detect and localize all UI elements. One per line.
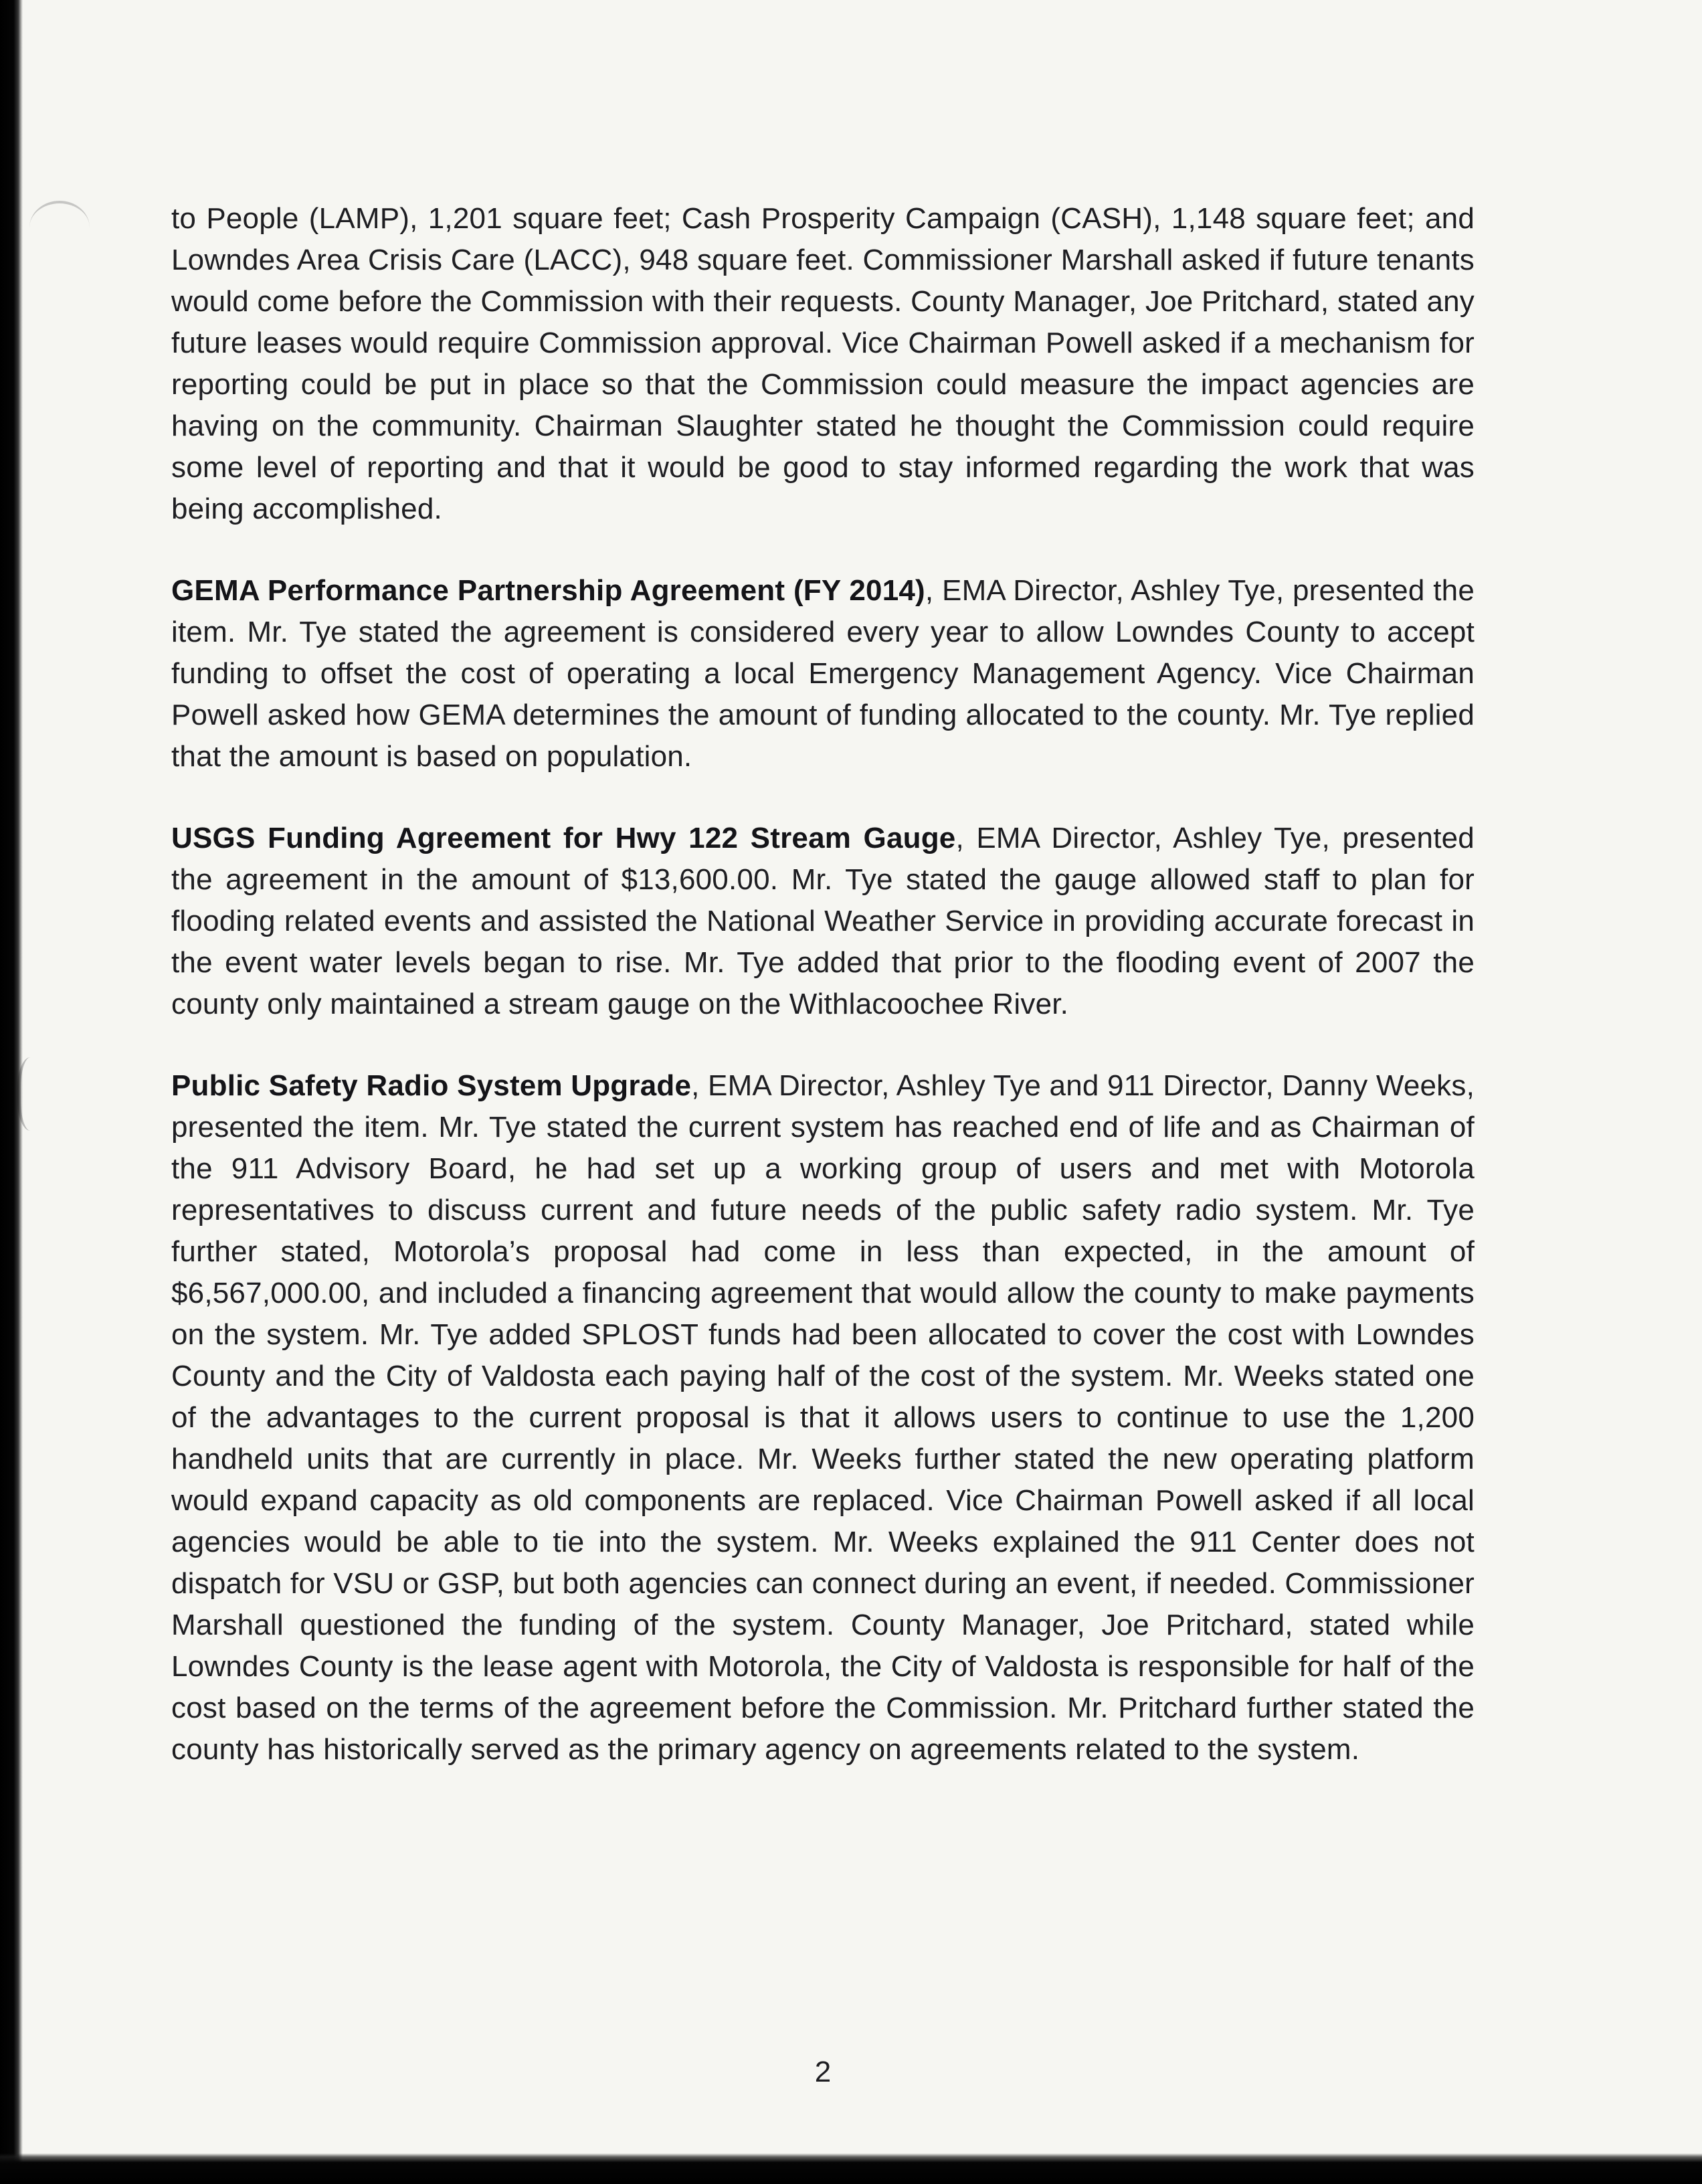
scan-edge-left	[0, 0, 23, 2184]
paragraph-heading: GEMA Performance Partnership Agreement (FY 2014)	[171, 574, 925, 607]
paragraph-usgs-agreement	[171, 818, 1475, 1025]
paragraph-body: to People (LAMP), 1,201 square feet; Cash Prosperity Campaign (CASH), 1,148 square feet; and Lowndes Area Crisis Care (LACC), 948 square feet. Commissioner Marshall asked if future tenants would come before the Commission with their requests. County Manager, Joe Pritchard, stated any future leases would require Commission approval. Vice Chairman Powell asked if a mechanism for reporting could be put in place so that the Commission could measure the impact agencies are having on the community. Chairman Slaughter stated he thought the Commission could require some level of reporting and that it would be good to stay informed regarding the work that was being accomplished.	[171, 202, 1475, 525]
paragraph-radio-system-upgrade	[171, 1065, 1475, 1770]
paragraph-continuation	[171, 198, 1475, 530]
scan-artifact-curl	[29, 201, 90, 227]
paragraph-body: , EMA Director, Ashley Tye and 911 Director, Danny Weeks, presented the item. Mr. Tye stated the current system has reached end of life and as Chairman of the 911 Advisory Board, he had set up a working group of users and met with Motorola representatives to discuss current and future needs of the public safety radio system. Mr. Tye further stated, Motorola’s proposal had come in less than expected, in the amount of $6,567,000.00, and included a financing agreement that would allow the county to make payments on the system. Mr. Tye added SPLOST funds had been allocated to cover the cost with Lowndes County and the City of Valdosta each paying half of the cost of the system. Mr. Weeks stated one of the advantages to the current proposal is that it allows users to continue to use the 1,200 handheld units that are currently in place. Mr. Weeks further stated the new operating platform would expand capacity as old components are replaced. Vice Chairman Powell asked if all local agencies would be able to tie into the system. Mr. Weeks explained the 911 Center does not dispatch for VSU or GSP, but both agencies can connect during an event, if needed. Commissioner Marshall questioned the funding of the system. County Manager, Joe Pritchard, stated while Lowndes County is the lease agent with Motorola, the City of Valdosta is responsible for half of the cost based on the terms of the agreement before the Commission. Mr. Pritchard further stated the county has historically served as the primary agency on agreements related to the system.	[171, 1069, 1475, 1766]
paragraph-body: , EMA Director, Ashley Tye, presented the item. Mr. Tye stated the agreement is considered every year to allow Lowndes County to accept funding to offset the cost of operating a local Emergency Management Agency. Vice Chairman Powell asked how GEMA determines the amount of funding allocated to the county. Mr. Tye replied that the amount is based on population.	[171, 574, 1475, 773]
paragraph-gema-agreement	[171, 570, 1475, 778]
page-number: 2	[814, 2056, 832, 2088]
paragraph-heading: Public Safety Radio System Upgrade	[171, 1069, 692, 1102]
paragraph-heading: USGS Funding Agreement for Hwy 122 Stream Gauge	[171, 822, 956, 854]
text-column	[171, 198, 1475, 1770]
paragraph-body: , EMA Director, Ashley Tye, presented the agreement in the amount of $13,600.00. Mr. Tye stated the gauge allowed staff to plan for flooding related events and assisted the National Weather Service in providing accurate forecast in the event water levels began to rise. Mr. Tye added that prior to the flooding event of 2007 the county only maintained a stream gauge on the Withlacoochee River.	[171, 822, 1475, 1020]
scan-edge-bottom	[0, 2153, 1702, 2184]
